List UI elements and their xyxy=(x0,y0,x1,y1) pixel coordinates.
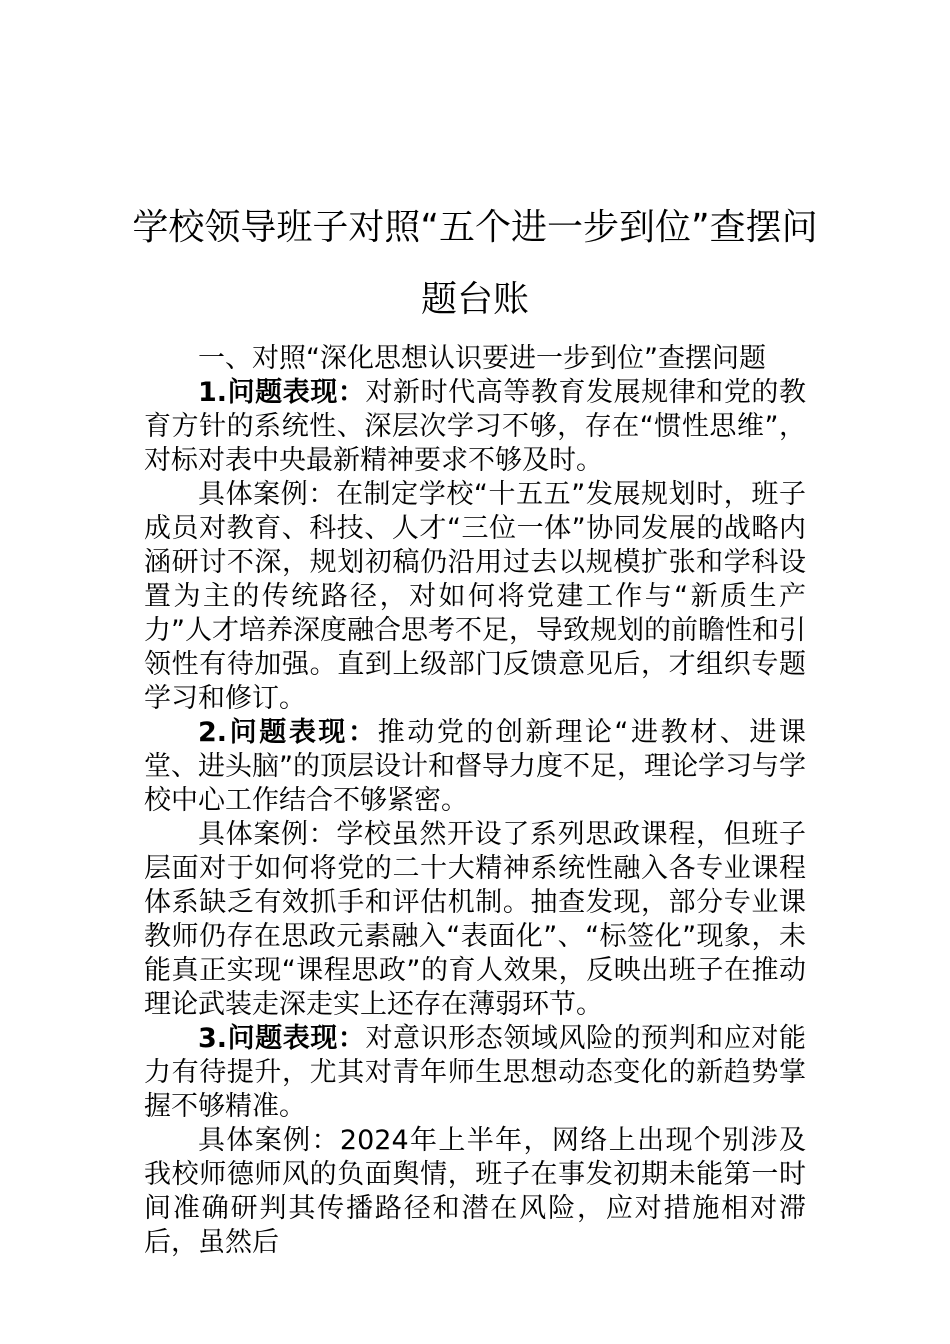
problem-text-2: 推动党的创新理论“进教材、进课堂、进头脑”的顶层设计和督导力度不足，理论学习与学校中心工作结合不够紧密。 xyxy=(144,717,806,816)
problem-label-3: 3.问题表现： xyxy=(198,1023,366,1054)
problem-paragraph-1 xyxy=(144,376,806,478)
case-paragraph-3: 具体案例：2024年上半年，网络上出现个别涉及我校师德师风的负面舆情，班子在事发初期未能第一时间准确研判其传播路径和潜在风险，应对措施相对滞后，虽然后 xyxy=(144,1125,806,1258)
problem-label-2: 2.问题表现： xyxy=(198,717,378,748)
problem-text-3: 对意识形态领域风险的预判和应对能力有待提升，尤其对青年师生思想动态变化的新趋势掌握不够精准。 xyxy=(144,1023,807,1122)
problem-paragraph-3 xyxy=(144,1022,806,1124)
problem-paragraph-2 xyxy=(144,716,806,818)
section-heading: 一、对照“深化思想认识要进一步到位”查摆问题 xyxy=(198,343,766,374)
problem-text-1: 对新时代高等教育发展规律和党的教育方针的系统性、深层次学习不够，存在“惯性思维”，对标对表中央最新精神要求不够及时。 xyxy=(144,377,807,476)
case-paragraph-1: 具体案例：在制定学校“十五五”发展规划时，班子成员对教育、科技、人才“三位一体”协同发展的战略内涵研讨不深，规划初稿仍沿用过去以规模扩张和学科设置为主的传统路径，对如何将党建工作与“新质生产力”人才培养深度融合思考不足，导致规划的前瞻性和引领性有待加强。直到上级部门反馈意见后，才组织专题学习和修订。 xyxy=(144,479,806,714)
case-paragraph-2: 具体案例：学校虽然开设了系列思政课程，但班子层面对于如何将党的二十大精神系统性融入各专业课程体系缺乏有效抓手和评估机制。抽查发现，部分专业课教师仍存在思政元素融入“表面化”、“标签化”现象，未能真正实现“课程思政”的育人效果，反映出班子在推动理论武装走深走实上还存在薄弱环节。 xyxy=(144,819,806,1020)
document-title: 学校领导班子对照“五个进一步到位”查摆问题台账 xyxy=(132,207,818,321)
problem-label-1: 1.问题表现： xyxy=(198,377,366,408)
document-body xyxy=(144,342,806,1260)
